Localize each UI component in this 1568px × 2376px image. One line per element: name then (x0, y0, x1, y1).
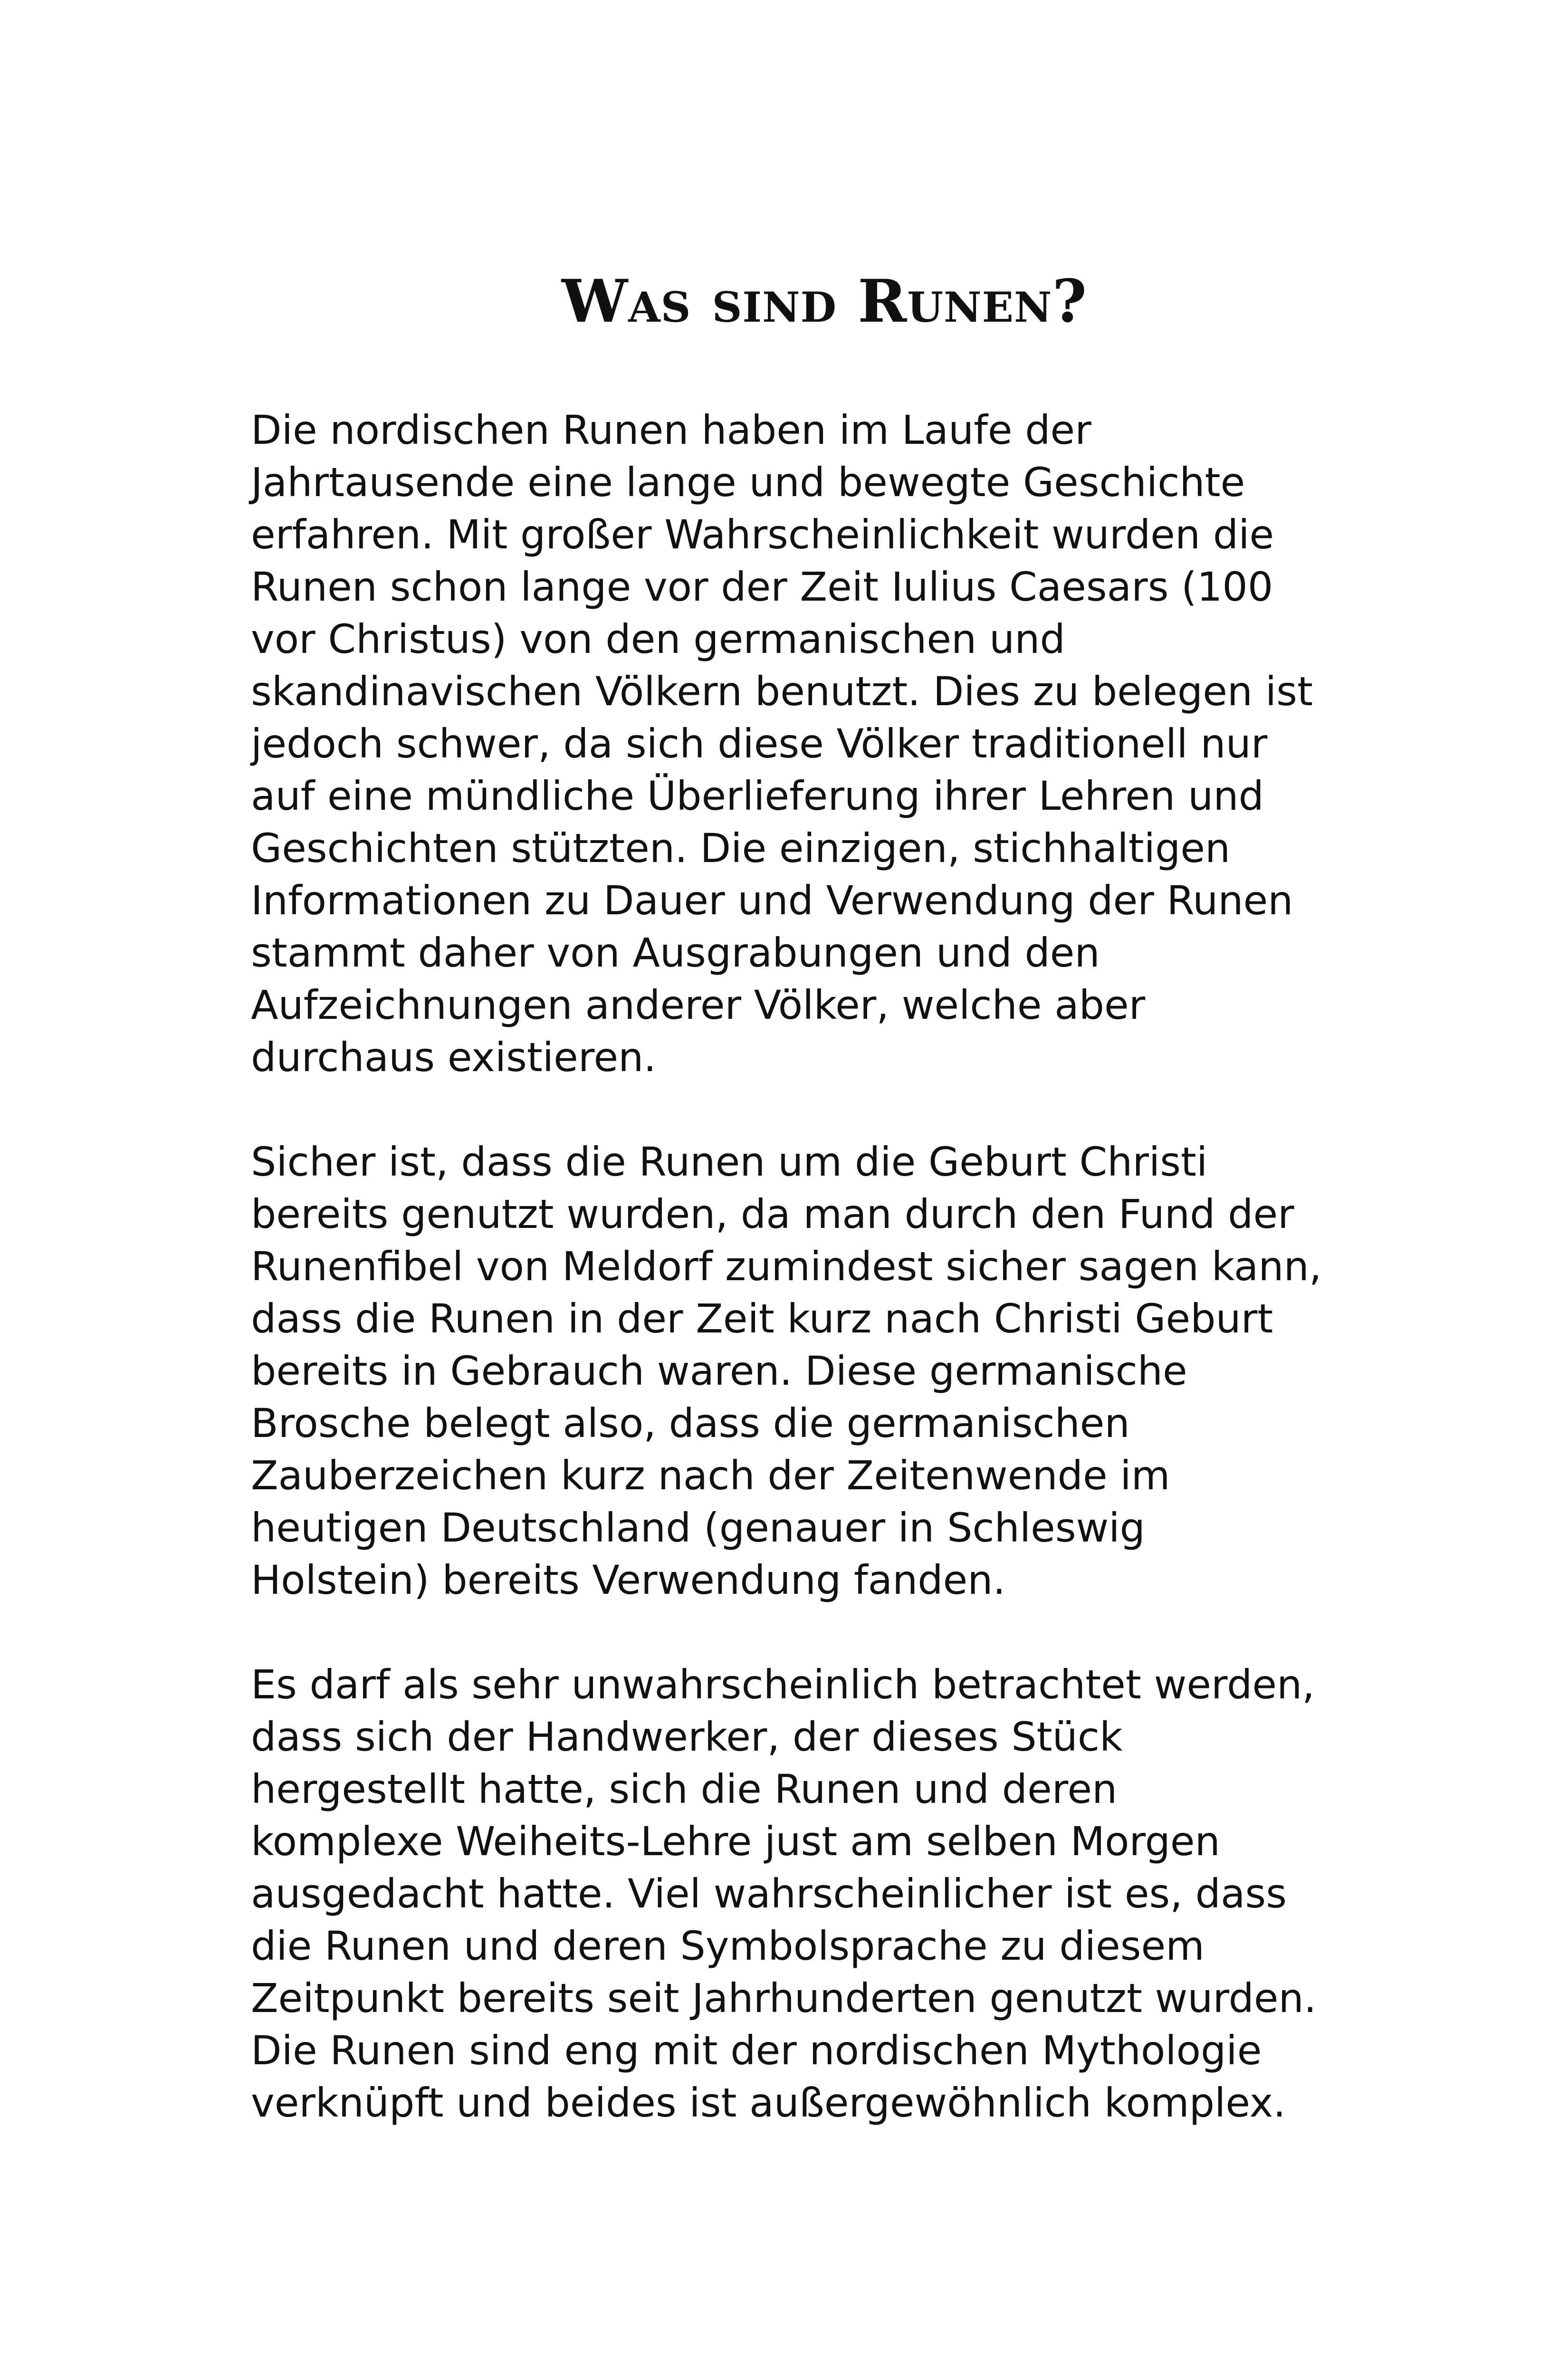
text-line: Zauberzeichen kurz nach der Zeitenwende im (251, 1452, 1170, 1499)
text-line: die Runen und deren Symbolsprache zu diesem (251, 1923, 1205, 1969)
text-line: Zeitpunkt bereits seit Jahrhunderten genutzt wurden. (251, 1975, 1317, 2022)
text-line: jedoch schwer, da sich diese Völker traditionell nur (251, 720, 1268, 767)
text-line: Die nordischen Runen haben im Laufe der (251, 407, 1091, 453)
text-line: bereits genutzt wurden, da man durch den Fund der (251, 1191, 1294, 1237)
text-line: verknüpft und beides ist außergewöhnlich komplex. (251, 2079, 1286, 2126)
paragraph-1 (251, 404, 1420, 1083)
text-line: komplexe Weiheits-Lehre just am selben Morgen (251, 1818, 1220, 1865)
text-line: dass sich der Handwerker, der dieses Stück (251, 1714, 1123, 1760)
text-line: Holstein) bereits Verwendung fanden. (251, 1557, 1006, 1603)
text-line: durchaus existieren. (251, 1034, 657, 1081)
text-line: dass die Runen in der Zeit kurz nach Christi Geburt (251, 1295, 1273, 1342)
text-line: skandinavischen Völkern benutzt. Dies zu belegen ist (251, 668, 1313, 715)
text-line: Geschichten stützten. Die einzigen, stichhaltigen (251, 825, 1231, 872)
text-line: auf eine mündliche Überlieferung ihrer Lehren und (251, 773, 1264, 819)
text-line: Sicher ist, dass die Runen um die Geburt Christi (251, 1139, 1208, 1185)
body-text (251, 404, 1420, 2181)
text-line: ausgedacht hatte. Viel wahrscheinlicher ist es, dass (251, 1870, 1287, 1917)
page-title: Was sind Runen? (561, 267, 1088, 336)
text-line: bereits in Gebrauch waren. Diese germanische (251, 1348, 1187, 1394)
text-line: erfahren. Mit großer Wahrscheinlichkeit wurden die (251, 511, 1274, 558)
text-line: Brosche belegt also, dass die germanischen (251, 1400, 1130, 1447)
text-line: Jahrtausende eine lange und bewegte Geschichte (251, 459, 1245, 506)
text-line: Runen schon lange vor der Zeit Iulius Caesars (100 (251, 564, 1273, 610)
text-line: stammt daher von Ausgrabungen und den (251, 929, 1100, 976)
text-line: heutigen Deutschland (genauer in Schleswig (251, 1504, 1145, 1551)
text-line: Informationen zu Dauer und Verwendung der Runen (251, 877, 1293, 924)
text-line: Die Runen sind eng mit der nordischen Mythologie (251, 2027, 1262, 2074)
text-line: hergestellt hatte, sich die Runen und deren (251, 1766, 1118, 1812)
paragraph-3 (251, 1658, 1420, 2129)
text-line: Aufzeichnungen anderer Völker, welche aber (251, 982, 1146, 1028)
text-line: Es darf als sehr unwahrscheinlich betrachtet werden, (251, 1661, 1315, 1708)
text-line: vor Christus) von den germanischen und (251, 616, 1065, 662)
paragraph-2 (251, 1136, 1420, 1606)
text-line: Runenfibel von Meldorf zumindest sicher sagen kann, (251, 1243, 1322, 1290)
